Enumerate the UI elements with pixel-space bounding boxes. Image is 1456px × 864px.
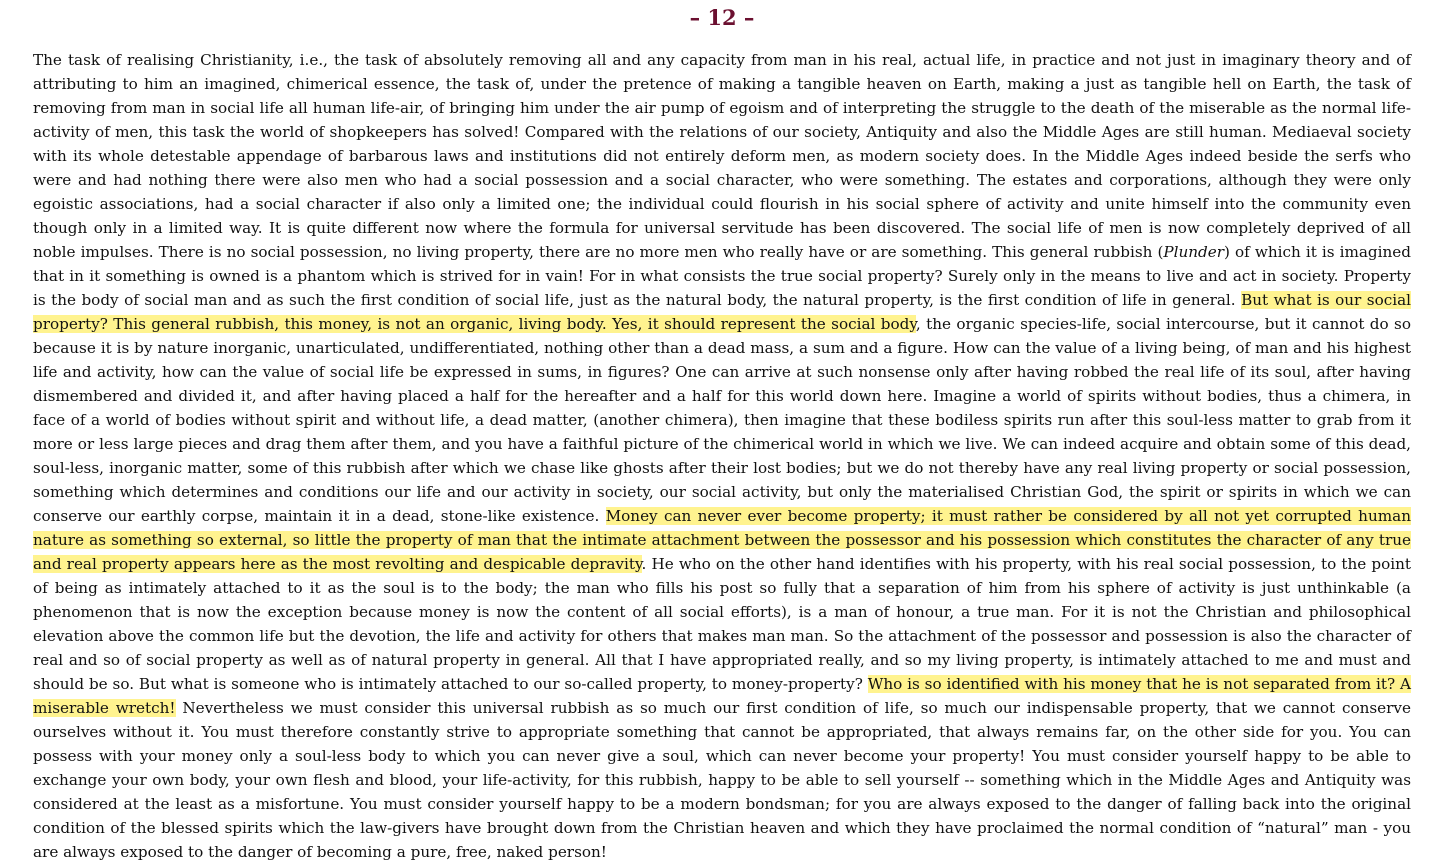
text-segment: ) of which it is imagined that in it something is owned is a phantom which is strived for in vain! For in what consists the true social property? Surely only in the means to live and act in society. Property is the body of social man and as such the first condition of social life, just as the natural body, the natural property, is the first condition of life in general. [33, 243, 1411, 309]
body-paragraph [33, 48, 1411, 864]
page-number: – 12 – [689, 5, 755, 30]
highlighted-passage: Who is so identified with his money that he is not separated from it? A miserable wretch! [33, 675, 1411, 717]
italic-term: Plunder [1163, 243, 1225, 261]
text-segment: Nevertheless we must consider this universal rubbish as so much our first condition of life, so much our indispensable property, that we cannot conserve ourselves without it. You must therefore constantly strive to appropriate something that cannot be appropriated, that always remains far, on the other side for you. You can possess with your money only a soul-less body to which you can never give a soul, which can never become your property! You must consider yourself happy to be able to exchange your own body, your own flesh and blood, your life-activity, for this rubbish, happy to be able to sell yourself -- something which in the Middle Ages and Antiquity was considered at the least as a misfortune. You must consider yourself happy to be a modern bondsman; for you are always exposed to the danger of falling back into the original condition of the blessed spirits which the law-givers have brought down from the Christian heaven and which they have proclaimed the normal condition of “natural” man - you are always exposed to the danger of becoming a pure, free, naked person! [33, 699, 1412, 861]
text-segment: The task of realising Christianity, i.e., the task of absolutely removing all and any capacity from man in his real, actual life, in practice and not just in imaginary theory and of attributing to him an imagined, chimerical essence, the task of, under the pretence of making a tangible heaven on Earth, making a just as tangible hell on Earth, the task of removing from man in social life all human life-air, of bringing him under the air pump of egoism and of interpreting the struggle to the death of the miserable as the normal life-activity of men, this task the world of shopkeepers has solved! Compared with the relations of our society, Antiquity and also the Middle Ages are still human. Mediaeval society with its whole detestable appendage of barbarous laws and institutions did not entirely deform men, as modern society does. In the Middle Ages indeed beside the serfs who were and had nothing there were also men who had a social possession and a social character, who were something. The estates and corporations, although they were only egoistic associations, had a social character if also only a limited one; the individual could flourish in his social sphere of activity and unite himself into the community even though only in a limited way. It is quite different now where the formula for universal servitude has been discovered. The social life of men is now completely deprived of all noble impulses. There is no social possession, no living property, there are no more men who really have or are something. This general rubbish ( [33, 51, 1411, 261]
highlighted-passage: But what is our social property? This general rubbish, this money, is not an organic, living body. Yes, it should represent the social body [33, 291, 1411, 333]
text-segment: . He who on the other hand identifies with his property, with his real social possession, to the point of being as intimately attached to it as the soul is to the body; the man who fills his post so fully that a separation of him from his sphere of activity is just unthinkable (a phenomenon that is now the exception because money is now the content of all social efforts), is a man of honour, a true man. For it is not the Christian and philosophical elevation above the common life but the devotion, the life and activity for others that makes man man. So the attachment of the possessor and possession is also the character of real and so of social property as well as of natural property in general. All that I have appropriated really, and so my living property, is intimately attached to me and must and should be so. But what is someone who is intimately attached to our so-called property, to money-property? [33, 555, 1411, 693]
text-segment: , the organic species-life, social intercourse, but it cannot do so because it is by nature inorganic, unarticulated, undifferentiated, nothing other than a dead mass, a sum and a figure. How can the value of a living being, of man and his highest life and activity, how can the value of social life be expressed in sums, in figures? One can arrive at such nonsense only after having robbed the real life of its soul, after having dismembered and divided it, and after having placed a half for the hereafter and a half for this world down here. Imagine a world of spirits without bodies, thus a chimera, in face of a world of bodies without spirit and without life, a dead matter, (another chimera), then imagine that these bodiless spirits run after this soul-less matter to grab from it more or less large pieces and drag them after them, and you have a faithful picture of the chimerical world in which we live. We can indeed acquire and obtain some of this dead, soul-less, inorganic matter, some of this rubbish after which we chase like ghosts after their lost bodies; but we do not thereby have any real living property or social possession, something which determines and conditions our life and our activity in society, our social activity, but only the materialised Christian God, the spirit or spirits in which we can conserve our earthly corpse, maintain it in a dead, stone-like existence. [33, 315, 1411, 525]
highlighted-passage: Money can never ever become property; it must rather be considered by all not yet corrupted human nature as something so external, so little the property of man that the intimate attachment between the possessor and his possession which constitutes the character of any true and real property appears here as the most revolting and despicable depravity [33, 507, 1411, 573]
